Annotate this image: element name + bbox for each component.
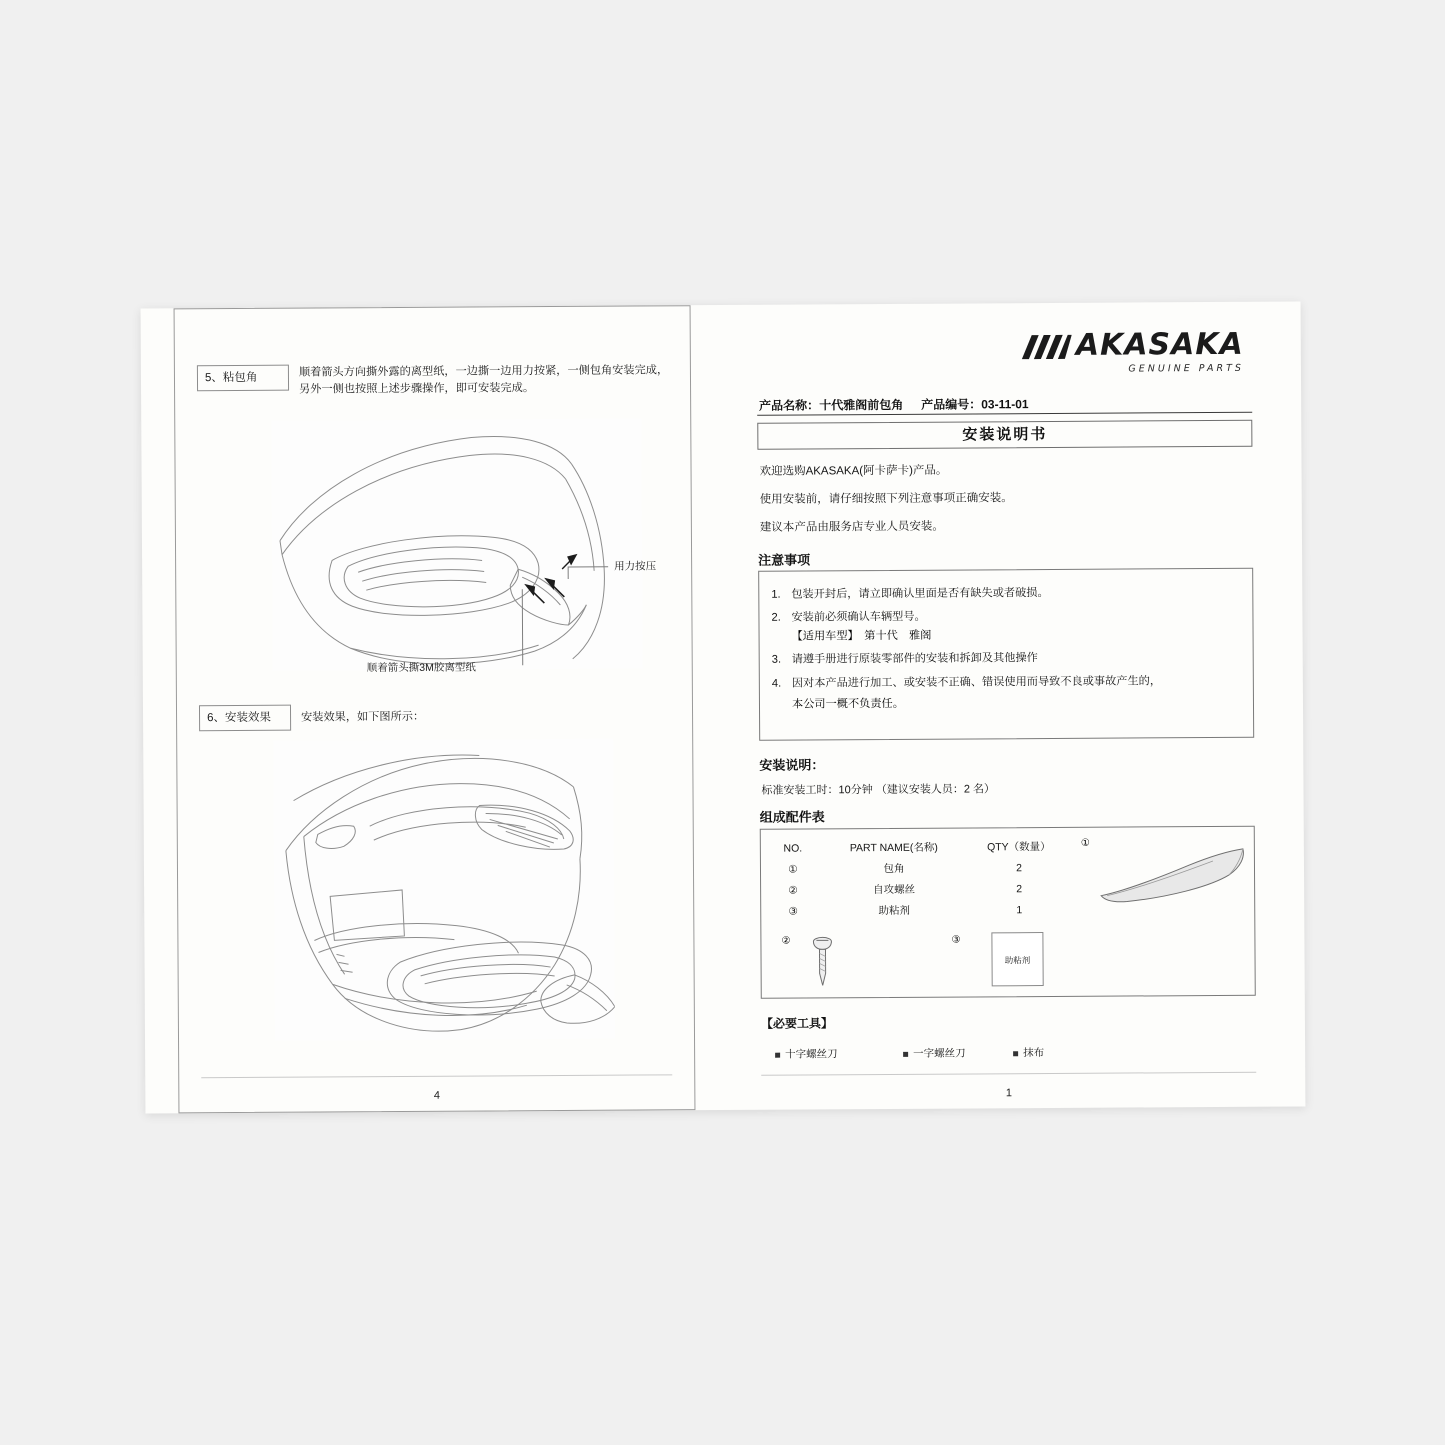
adhesive-label: 助粘剂	[1004, 955, 1031, 966]
parts-row-3-qty: 1	[1016, 903, 1023, 916]
part-marker-1: ①	[1080, 837, 1090, 849]
page-number-right: 1	[1005, 1087, 1012, 1100]
parts-row-3-no: ③	[788, 905, 798, 918]
brand-name: AKASAKA	[1075, 326, 1244, 363]
part-marker-2: ②	[781, 935, 791, 947]
parts-table	[771, 836, 1066, 922]
product-line	[759, 395, 1029, 414]
tool-item-flathead: 一字螺丝刀	[903, 1046, 966, 1061]
brand-name-row	[1016, 326, 1244, 363]
step5-label-box	[197, 365, 289, 392]
step5-text: 顺着箭头方向撕外露的离型纸，一边撕一边用力按紧，一侧包角安装完成， 另外一侧也按照上述步骤操作，即可安装完成。	[298, 364, 669, 396]
intro-line-1: 欢迎选购AKASAKA(阿卡萨卡)产品。	[759, 464, 948, 478]
tool-item-cloth: 抹布	[1013, 1045, 1044, 1060]
tools-heading: 【必要工具】	[760, 1016, 833, 1031]
notice-item-2-num: 2.	[771, 611, 781, 624]
page-right-rule	[761, 1072, 1256, 1076]
notice-box	[758, 568, 1254, 741]
install-line: 标准安装工时：10分钟 （建议安装人员：2 名）	[761, 783, 996, 797]
logo-slashes-icon	[1016, 332, 1072, 360]
page-right	[741, 302, 1273, 1110]
notice-item-3-text: 请遵手册进行原装零部件的安装和拆卸及其他操作	[791, 652, 1038, 667]
parts-row-1-name: 包角	[883, 862, 905, 876]
parts-row-3-name: 助粘剂	[878, 904, 911, 918]
notice-disclaimer: 本公司一概不负责任。	[791, 697, 904, 711]
instruction-sheet	[141, 301, 1306, 1113]
step5-figure	[271, 418, 643, 670]
part-marker-3: ③	[951, 934, 961, 946]
notice-item-2-text: 安装前必须确认车辆型号。	[791, 610, 926, 624]
parts-box	[760, 826, 1256, 999]
notice-item-4-text: 因对本产品进行加工、或安装不正确、错误使用而导致不良或事故产生的，	[791, 675, 1162, 690]
parts-col-name: PART NAME(名称)	[849, 841, 938, 855]
step6-figure	[273, 739, 615, 1041]
adhesive-package	[991, 932, 1043, 986]
notice-applicable-model: 【适用车型】 第十代 雅阁	[791, 630, 932, 644]
page-left	[174, 305, 696, 1113]
notice-item-1-text: 包装开封后，请立即确认里面是否有缺失或者破损。	[791, 587, 1049, 601]
parts-heading: 组成配件表	[759, 809, 825, 825]
table-row	[771, 899, 1065, 922]
callout-press-label: 用力按压	[614, 560, 657, 573]
step5-label: 5、粘包角	[204, 371, 258, 385]
intro-line-3: 建议本产品由服务店专业人员安装。	[759, 520, 944, 534]
page-number-left: 4	[433, 1089, 440, 1102]
parts-col-no: NO.	[783, 842, 803, 855]
step6-label-box	[199, 705, 291, 732]
notice-item-4-num: 4.	[771, 677, 782, 690]
product-name-value: 十代雅阁前包角	[819, 397, 904, 413]
product-name-label: 产品名称：	[759, 398, 820, 413]
intro-line-2: 使用安装前，请仔细按照下列注意事项正确安装。	[759, 492, 1013, 506]
parts-table-header	[771, 836, 1065, 859]
step6-label: 6、安装效果	[207, 711, 271, 725]
parts-row-2-qty: 2	[1016, 882, 1023, 895]
notice-item-4	[764, 672, 1249, 691]
parts-row-2-no: ②	[788, 884, 798, 897]
step6-text: 安装效果，如下图所示：	[301, 710, 425, 724]
brand-logo	[1016, 326, 1244, 375]
notice-heading: 注意事项	[758, 552, 811, 568]
parts-row-2-name: 自攻螺丝	[873, 883, 916, 897]
notice-item-2	[763, 607, 1248, 626]
parts-col-qty: QTY（数量）	[987, 841, 1051, 854]
install-heading: 安装说明：	[759, 757, 825, 773]
page-left-rule	[201, 1074, 672, 1078]
notice-item-3-num: 3.	[771, 654, 782, 667]
tool-item-phillips: 十字螺丝刀	[775, 1046, 838, 1061]
parts-row-1-qty: 2	[1016, 861, 1022, 874]
table-row	[771, 857, 1065, 880]
product-code-value: 03-11-01	[981, 397, 1029, 412]
notice-item-1-num: 1.	[771, 588, 781, 601]
part-2-illustration	[807, 933, 837, 991]
callout-tear-label: 顺着箭头撕3M胶离型纸	[366, 661, 476, 675]
notice-item-1	[763, 584, 1248, 603]
installed-result-diagram	[273, 739, 615, 1041]
table-row	[771, 878, 1065, 901]
part-1-illustration	[1097, 845, 1247, 904]
document-title: 安装说明书	[757, 420, 1252, 450]
product-code-label: 产品编号：	[921, 397, 982, 412]
brand-tagline: GENUINE PARTS	[1128, 362, 1244, 375]
notice-item-3	[764, 649, 1249, 668]
parts-row-1-no: ①	[788, 863, 798, 876]
front-corner-diagram	[271, 418, 643, 670]
